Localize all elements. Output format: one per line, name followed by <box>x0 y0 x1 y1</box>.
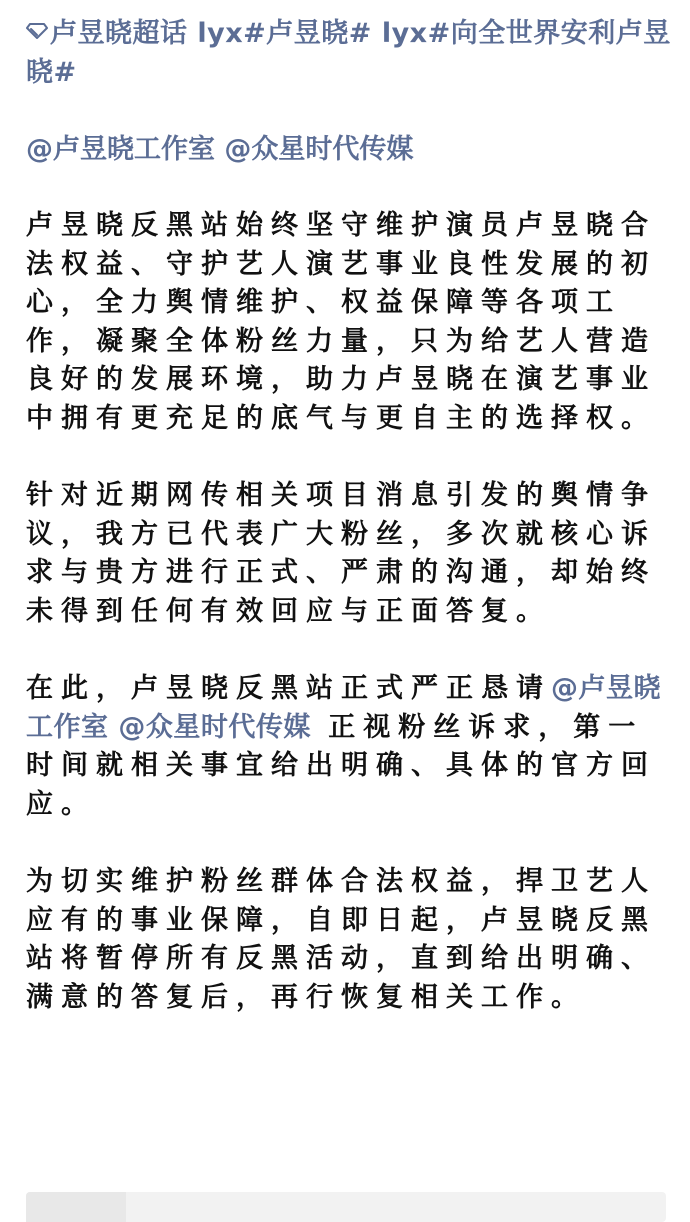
paragraph-1: 卢昱晓反黑站始终坚守维护演员卢昱晓合法权益、守护艺人演艺事业良性发展的初心，全力舆情维护、权益保障等各项工作，凝聚全体粉丝力量，只为给艺人营造良好的发展环境，助力卢昱晓在演艺事业中拥有更充足的底气与更自主的选择权。 <box>26 210 656 434</box>
paragraph-3-text-after: 正视粉丝诉求，第一时间就相关事宜给出明确、具体的官方回应。 <box>26 711 656 820</box>
paragraph-3 <box>26 670 674 824</box>
post-headline <box>26 11 674 92</box>
mention-agency-link[interactable]: @众星时代传媒 <box>224 134 414 165</box>
paragraph-4: 为切实维护粉丝群体合法权益，捍卫艺人应有的事业保障，自即日起，卢昱晓反黑站将暂停所有反黑活动，直到给出明确、满意的答复后，再行恢复相关工作。 <box>26 866 656 1013</box>
hashtag-link-1[interactable]: lyx#卢昱晓# <box>187 18 372 49</box>
mention-studio-link[interactable]: @卢昱晓工作室 <box>26 134 215 165</box>
attached-card-preview[interactable] <box>26 1192 666 1222</box>
paragraph-3-text-before: 在此，卢昱晓反黑站正式严正恳请 <box>26 673 551 704</box>
paragraph-2: 针对近期网传相关项目消息引发的舆情争议，我方已代表广大粉丝，多次就核心诉求与贵方进行正式、严肃的沟通，却始终未得到任何有效回应与正面答复。 <box>26 480 656 627</box>
hashtag-link-2[interactable]: lyx#向全世界安利卢昱晓# <box>26 18 671 88</box>
paragraph-3-mention-agency[interactable]: @众星时代传媒 <box>108 711 311 743</box>
supertopic-diamond-icon <box>26 11 48 27</box>
paragraph-3-mention-studio[interactable]: @卢昱晓工作室 <box>26 673 661 743</box>
card-thumbnail <box>26 1192 126 1222</box>
supertopic-link[interactable]: 卢昱晓超话 <box>50 18 188 49</box>
weibo-post <box>26 0 674 1017</box>
mentions-line <box>26 132 674 168</box>
